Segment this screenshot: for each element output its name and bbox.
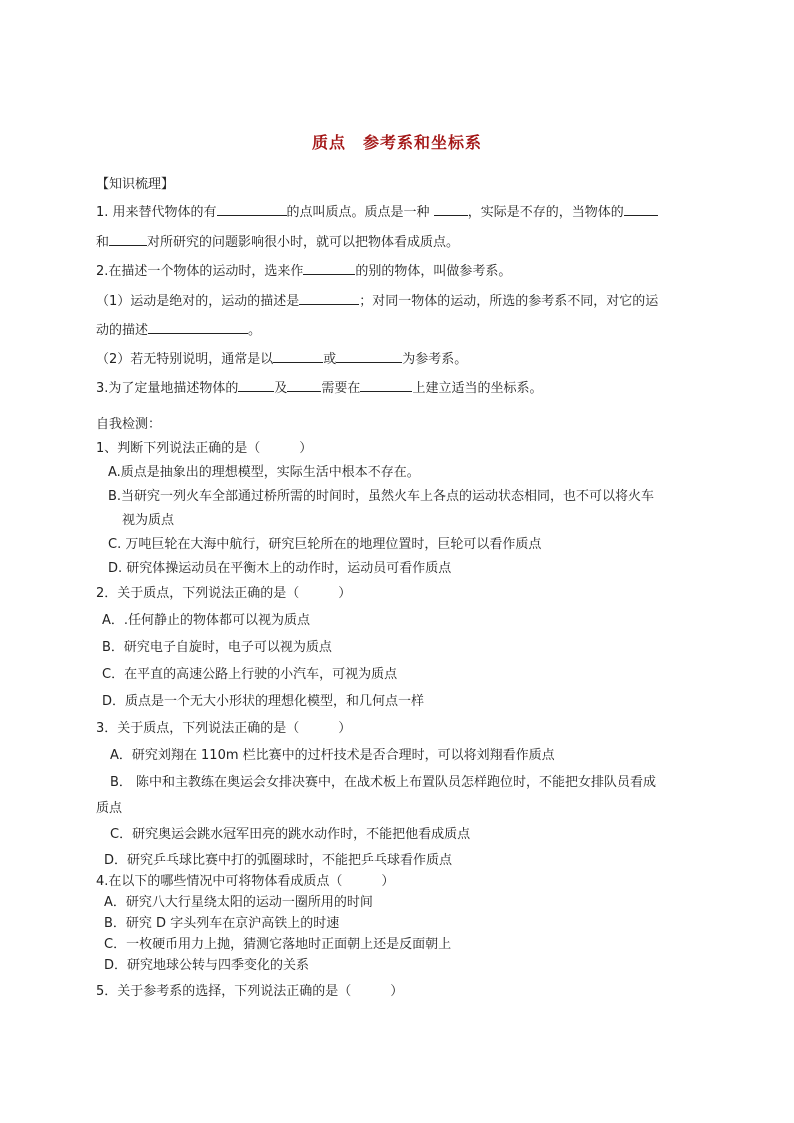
knowledge-q2-1-line2 [96,321,261,339]
q2-1-blank-2[interactable] [148,321,248,334]
question-2-option-b: B．研究电子自旋时，电子可以视为质点 [102,640,332,655]
q3-suffix: 上建立适当的坐标系。 [412,381,543,396]
question-3-option-d: D．研究乒乓球比赛中打的弧圈球时，不能把乒乓球看作质点 [104,853,453,868]
knowledge-q3 [96,379,542,397]
q2-2-blank-1[interactable] [273,350,323,363]
q3-mid2: 需要在 [321,381,361,396]
question-4-stem: 4.在以下的哪些情况中可将物体看成质点（ ） [96,874,395,889]
q2-1-prefix: （1）运动是绝对的，运动的描述是 [96,294,300,309]
q1-blank-4[interactable] [109,233,147,246]
q1-blank-3[interactable] [624,203,658,216]
knowledge-q2 [96,262,511,280]
q2-blank[interactable] [303,262,355,275]
q2-1-blank-1[interactable] [299,292,359,305]
knowledge-heading: 【知识梳理】 [96,177,175,192]
q1-prefix: 1. 用来替代物体的有 [96,205,217,220]
question-3-option-b-cont: 质点 [96,801,123,816]
question-4-option-b: B．研究 D 字头列车在京沪高铁上的时速 [104,916,340,931]
q2-2-blank-2[interactable] [336,350,402,363]
q1-line2-prefix: 和 [96,235,110,250]
q2-2-prefix: （2）若无特别说明，通常是以 [96,352,274,367]
q2-1-line2-prefix: 动的描述 [96,323,149,338]
question-4-option-c: C．一枚硬币用力上抛，猜测它落地时正面朝上还是反面朝上 [104,937,452,952]
knowledge-q1-line1 [96,203,658,221]
question-1-stem: 1、判断下列说法正确的是（ ） [96,441,313,456]
q1-line2-suffix: 对所研究的问题影响很小时，就可以把物体看成质点。 [147,235,460,250]
question-2-option-d: D．质点是一个无大小形状的理想化模型，和几何点一样 [102,694,425,709]
q3-blank-3[interactable] [360,379,412,392]
self-test-heading: 自我检测： [96,417,162,432]
q1-mid2: ，实际是不存的，当物体的 [467,205,624,220]
q1-blank-1[interactable] [217,203,287,216]
question-1-option-c: C. 万吨巨轮在大海中航行，研究巨轮所在的地理位置时，巨轮可以看作质点 [108,537,542,552]
q2-prefix: 2.在描述一个物体的运动时，选来作 [96,264,304,279]
question-4-option-d: D．研究地球公转与四季变化的关系 [104,958,310,973]
question-5-stem: 5．关于参考系的选择，下列说法正确的是（ ） [96,984,404,999]
q3-blank-2[interactable] [287,379,321,392]
question-4-option-a: A．研究八大行星绕太阳的运动一圈所用的时间 [104,895,373,910]
q2-suffix: 的别的物体，叫做参考系。 [355,264,512,279]
page-title: 质点 参考系和坐标系 [311,133,482,152]
knowledge-q2-2 [96,350,467,368]
q3-blank-1[interactable] [238,379,274,392]
question-2-stem: 2．关于质点，下列说法正确的是（ ） [96,586,352,601]
question-3-option-b: B． 陈中和主教练在奥运会女排决赛中，在战术板上布置队员怎样跑位时，不能把女排队员看成 [110,775,657,790]
question-1-option-a: A.质点是抽象出的理想模型，实际生活中根本不存在。 [108,465,420,480]
q1-mid1: 的点叫质点。质点是一种 [286,205,434,220]
q2-1-line2-suffix: 。 [248,323,262,338]
q2-1-suffix: ；对同一物体的运动，所选的参考系不同，对它的运 [359,294,659,309]
q2-2-mid: 或 [323,352,337,367]
question-1-option-b: B.当研究一列火车全部通过桥所需的时间时，虽然火车上各点的运动状态相同，也不可以将火车 [108,489,655,504]
question-1-option-d: D. 研究体操运动员在平衡木上的动作时，运动员可看作质点 [108,561,452,576]
question-3-option-a: A．研究刘翔在 110m 栏比赛中的过杆技术是否合理时，可以将刘翔看作质点 [110,748,555,763]
q1-blank-2[interactable] [434,203,468,216]
question-3-stem: 3．关于质点，下列说法正确的是（ ） [96,721,352,736]
question-1-option-b-cont: 视为质点 [122,513,175,528]
question-2-option-a: A．.任何静止的物体都可以视为质点 [102,613,311,628]
question-3-option-c: C．研究奥运会跳水冠军田亮的跳水动作时，不能把他看成质点 [110,827,471,842]
knowledge-q2-1-line1 [96,292,658,310]
q3-prefix: 3.为了定量地描述物体的 [96,381,239,396]
question-2-option-c: C．在平直的高速公路上行驶的小汽车，可视为质点 [102,667,398,682]
q2-2-suffix: 为参考系。 [402,352,468,367]
q3-mid1: 及 [274,381,288,396]
knowledge-q1-line2 [96,233,459,251]
